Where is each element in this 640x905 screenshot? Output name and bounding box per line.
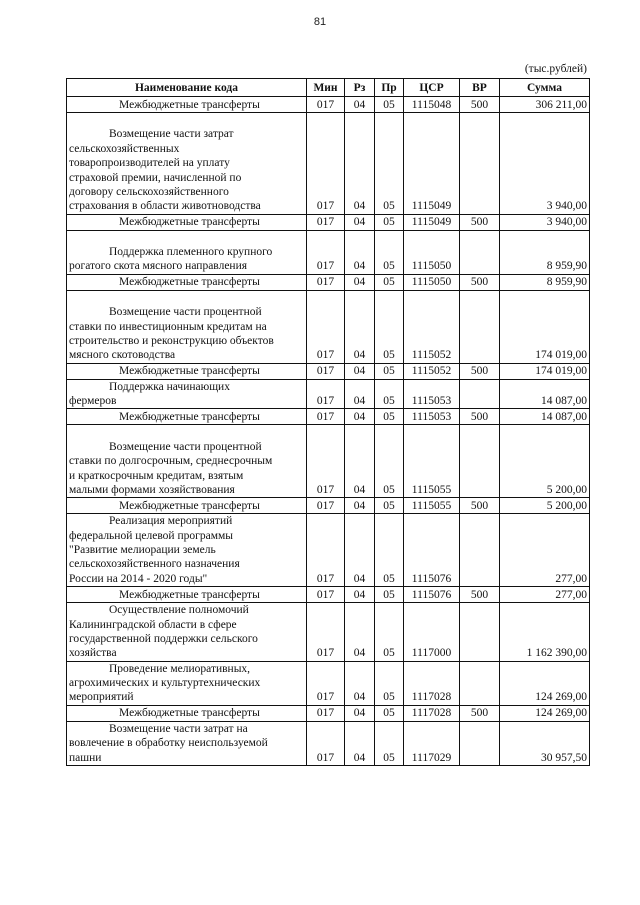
cell-rz: 04 bbox=[345, 290, 375, 363]
cell-sum: 174 019,00 bbox=[500, 363, 590, 379]
cell-pr: 05 bbox=[375, 363, 404, 379]
row-name bbox=[67, 514, 307, 587]
row-name-line: агрохимических и культуртехнических bbox=[69, 677, 261, 689]
row-name bbox=[67, 113, 307, 215]
cell-vr: 500 bbox=[460, 498, 500, 514]
item-row bbox=[67, 661, 590, 705]
row-name-line: хозяйства bbox=[69, 647, 117, 660]
cell-vr bbox=[460, 661, 500, 705]
cell-csr: 1115055 bbox=[404, 425, 460, 498]
cell-csr: 1117028 bbox=[404, 705, 460, 721]
cell-min: 017 bbox=[307, 290, 345, 363]
row-name-line: пашни bbox=[69, 751, 102, 764]
cell-sum: 124 269,00 bbox=[500, 705, 590, 721]
row-name-line: товаропроизводителей на уплату bbox=[69, 157, 230, 170]
item-row bbox=[67, 514, 590, 587]
cell-min: 017 bbox=[307, 425, 345, 498]
cell-sum: 30 957,50 bbox=[500, 721, 590, 765]
cell-csr: 1115055 bbox=[404, 498, 460, 514]
row-name-line: ставки по долгосрочным, среднесрочным bbox=[69, 455, 273, 468]
row-spacer bbox=[69, 425, 304, 439]
cell-pr: 05 bbox=[375, 290, 404, 363]
row-name: Межбюджетные трансферты bbox=[67, 409, 307, 425]
cell-pr: 05 bbox=[375, 409, 404, 425]
table-header-row bbox=[67, 79, 590, 97]
row-name: Межбюджетные трансферты bbox=[67, 363, 307, 379]
transfer-row bbox=[67, 363, 590, 379]
cell-csr: 1115050 bbox=[404, 274, 460, 290]
cell-vr: 500 bbox=[460, 363, 500, 379]
item-row bbox=[67, 290, 590, 363]
cell-rz: 04 bbox=[345, 379, 375, 409]
transfer-row bbox=[67, 274, 590, 290]
row-name bbox=[67, 379, 307, 409]
cell-rz: 04 bbox=[345, 409, 375, 425]
cell-min: 017 bbox=[307, 230, 345, 274]
header-name: Наименование кода bbox=[67, 79, 307, 97]
cell-pr: 05 bbox=[375, 425, 404, 498]
cell-rz: 04 bbox=[345, 603, 375, 662]
item-row bbox=[67, 379, 590, 409]
row-spacer bbox=[69, 291, 304, 305]
cell-csr: 1117028 bbox=[404, 661, 460, 705]
row-name-line: Возмещение части затрат на bbox=[109, 722, 248, 735]
cell-min: 017 bbox=[307, 409, 345, 425]
page-number: 81 bbox=[313, 16, 327, 28]
row-name-line: ставки по инвестиционным кредитам на bbox=[69, 320, 267, 333]
header-pr: Пр bbox=[375, 79, 404, 97]
header-csr: ЦСР bbox=[404, 79, 460, 97]
cell-min: 017 bbox=[307, 274, 345, 290]
row-name-line: Возмещение части затрат bbox=[109, 128, 234, 141]
row-name-line: государственной поддержки сельского bbox=[69, 632, 258, 645]
cell-sum: 277,00 bbox=[500, 587, 590, 603]
row-name bbox=[67, 230, 307, 274]
row-name-line: Поддержка начинающих bbox=[109, 380, 230, 393]
item-row bbox=[67, 230, 590, 274]
cell-pr: 05 bbox=[375, 514, 404, 587]
cell-rz: 04 bbox=[345, 498, 375, 514]
cell-csr: 1115053 bbox=[404, 379, 460, 409]
cell-sum: 5 200,00 bbox=[500, 498, 590, 514]
cell-vr bbox=[460, 113, 500, 215]
cell-vr bbox=[460, 603, 500, 662]
cell-vr bbox=[460, 721, 500, 765]
row-name-line: малыми формами хозяйствования bbox=[69, 483, 235, 496]
row-name: Межбюджетные трансферты bbox=[67, 274, 307, 290]
cell-sum: 14 087,00 bbox=[500, 409, 590, 425]
cell-csr: 1115076 bbox=[404, 514, 460, 587]
cell-pr: 05 bbox=[375, 661, 404, 705]
table-body bbox=[67, 97, 590, 766]
cell-csr: 1115049 bbox=[404, 113, 460, 215]
cell-vr bbox=[460, 514, 500, 587]
row-name bbox=[67, 721, 307, 765]
item-row bbox=[67, 721, 590, 765]
cell-sum: 1 162 390,00 bbox=[500, 603, 590, 662]
transfer-row bbox=[67, 705, 590, 721]
row-name: Межбюджетные трансферты bbox=[67, 97, 307, 113]
transfer-row bbox=[67, 498, 590, 514]
row-name-line: мероприятий bbox=[69, 691, 134, 704]
cell-min: 017 bbox=[307, 214, 345, 230]
cell-rz: 04 bbox=[345, 113, 375, 215]
cell-rz: 04 bbox=[345, 661, 375, 705]
row-name-line: Возмещение части процентной bbox=[109, 306, 262, 319]
row-name-line: сельскохозяйственного назначения bbox=[69, 558, 240, 571]
cell-sum: 3 940,00 bbox=[500, 113, 590, 215]
cell-min: 017 bbox=[307, 97, 345, 113]
item-row bbox=[67, 425, 590, 498]
transfer-row bbox=[67, 97, 590, 113]
cell-min: 017 bbox=[307, 113, 345, 215]
cell-csr: 1115050 bbox=[404, 230, 460, 274]
row-name-line: строительство и реконструкцию объектов bbox=[69, 334, 274, 347]
cell-rz: 04 bbox=[345, 97, 375, 113]
row-name-line: договору сельскохозяйственного bbox=[69, 185, 229, 198]
cell-min: 017 bbox=[307, 705, 345, 721]
cell-sum: 3 940,00 bbox=[500, 214, 590, 230]
row-name-line: Реализация мероприятий bbox=[109, 515, 233, 528]
row-name bbox=[67, 661, 307, 705]
row-name bbox=[67, 290, 307, 363]
units-label: (тыс.рублей) bbox=[524, 63, 587, 75]
cell-rz: 04 bbox=[345, 274, 375, 290]
row-name-line: мясного скотоводства bbox=[69, 349, 176, 362]
cell-csr: 1115052 bbox=[404, 290, 460, 363]
cell-min: 017 bbox=[307, 379, 345, 409]
row-name-line: Поддержка племенного крупного bbox=[109, 246, 273, 258]
row-name-line: "Развитие мелиорации земель bbox=[69, 544, 216, 556]
item-row bbox=[67, 113, 590, 215]
cell-csr: 1115048 bbox=[404, 97, 460, 113]
row-name bbox=[67, 603, 307, 662]
cell-sum: 14 087,00 bbox=[500, 379, 590, 409]
cell-min: 017 bbox=[307, 721, 345, 765]
row-name-line: Осуществление полномочий bbox=[109, 604, 249, 617]
cell-rz: 04 bbox=[345, 425, 375, 498]
cell-pr: 05 bbox=[375, 214, 404, 230]
cell-rz: 04 bbox=[345, 721, 375, 765]
item-row bbox=[67, 603, 590, 662]
header-rz: Рз bbox=[345, 79, 375, 97]
cell-pr: 05 bbox=[375, 587, 404, 603]
cell-csr: 1117000 bbox=[404, 603, 460, 662]
cell-pr: 05 bbox=[375, 97, 404, 113]
cell-csr: 1115052 bbox=[404, 363, 460, 379]
row-name-line: Калининградской области в сфере bbox=[69, 618, 237, 631]
cell-vr bbox=[460, 230, 500, 274]
cell-vr: 500 bbox=[460, 274, 500, 290]
row-name-line: страхования в области животноводства bbox=[69, 200, 261, 213]
cell-min: 017 bbox=[307, 514, 345, 587]
cell-vr: 500 bbox=[460, 97, 500, 113]
row-name-line: сельскохозяйственных bbox=[69, 142, 180, 155]
cell-pr: 05 bbox=[375, 603, 404, 662]
header-vr: ВР bbox=[460, 79, 500, 97]
transfer-row bbox=[67, 409, 590, 425]
cell-vr bbox=[460, 425, 500, 498]
cell-rz: 04 bbox=[345, 587, 375, 603]
row-name-line: Проведение мелиоративных, bbox=[109, 662, 251, 675]
cell-pr: 05 bbox=[375, 230, 404, 274]
cell-sum: 8 959,90 bbox=[500, 230, 590, 274]
row-name: Межбюджетные трансферты bbox=[67, 705, 307, 721]
cell-pr: 05 bbox=[375, 498, 404, 514]
cell-pr: 05 bbox=[375, 379, 404, 409]
header-sum: Сумма bbox=[500, 79, 590, 97]
row-name: Межбюджетные трансферты bbox=[67, 587, 307, 603]
cell-sum: 124 269,00 bbox=[500, 661, 590, 705]
cell-vr: 500 bbox=[460, 705, 500, 721]
row-spacer bbox=[69, 113, 304, 127]
cell-rz: 04 bbox=[345, 214, 375, 230]
row-name-line: федеральной целевой программы bbox=[69, 529, 233, 542]
cell-rz: 04 bbox=[345, 230, 375, 274]
transfer-row bbox=[67, 214, 590, 230]
cell-rz: 04 bbox=[345, 363, 375, 379]
row-name-line: России на 2014 - 2020 годы" bbox=[69, 572, 208, 585]
cell-vr: 500 bbox=[460, 587, 500, 603]
cell-csr: 1115076 bbox=[404, 587, 460, 603]
cell-pr: 05 bbox=[375, 274, 404, 290]
cell-csr: 1117029 bbox=[404, 721, 460, 765]
cell-vr: 500 bbox=[460, 409, 500, 425]
cell-min: 017 bbox=[307, 587, 345, 603]
cell-pr: 05 bbox=[375, 721, 404, 765]
cell-min: 017 bbox=[307, 661, 345, 705]
row-name: Межбюджетные трансферты bbox=[67, 214, 307, 230]
transfer-row bbox=[67, 587, 590, 603]
cell-vr: 500 bbox=[460, 214, 500, 230]
budget-table bbox=[66, 78, 590, 766]
cell-sum: 277,00 bbox=[500, 514, 590, 587]
row-name-line: рогатого скота мясного направления bbox=[69, 260, 248, 273]
row-name: Межбюджетные трансферты bbox=[67, 498, 307, 514]
cell-rz: 04 bbox=[345, 705, 375, 721]
cell-pr: 05 bbox=[375, 113, 404, 215]
cell-vr bbox=[460, 379, 500, 409]
row-name-line: вовлечение в обработку неиспользуемой bbox=[69, 737, 268, 750]
cell-csr: 1115053 bbox=[404, 409, 460, 425]
cell-min: 017 bbox=[307, 363, 345, 379]
row-name-line: и краткосрочным кредитам, взятым bbox=[69, 469, 244, 482]
row-name-line: Возмещение части процентной bbox=[109, 440, 262, 453]
cell-pr: 05 bbox=[375, 705, 404, 721]
cell-sum: 8 959,90 bbox=[500, 274, 590, 290]
row-name-line: фермеров bbox=[69, 395, 117, 407]
cell-min: 017 bbox=[307, 603, 345, 662]
cell-sum: 174 019,00 bbox=[500, 290, 590, 363]
cell-min: 017 bbox=[307, 498, 345, 514]
cell-vr bbox=[460, 290, 500, 363]
row-spacer bbox=[69, 231, 304, 245]
row-name-line: страховой премии, начисленной по bbox=[69, 171, 242, 184]
header-min: Мин bbox=[307, 79, 345, 97]
row-name bbox=[67, 425, 307, 498]
cell-rz: 04 bbox=[345, 514, 375, 587]
cell-sum: 306 211,00 bbox=[500, 97, 590, 113]
cell-sum: 5 200,00 bbox=[500, 425, 590, 498]
cell-csr: 1115049 bbox=[404, 214, 460, 230]
